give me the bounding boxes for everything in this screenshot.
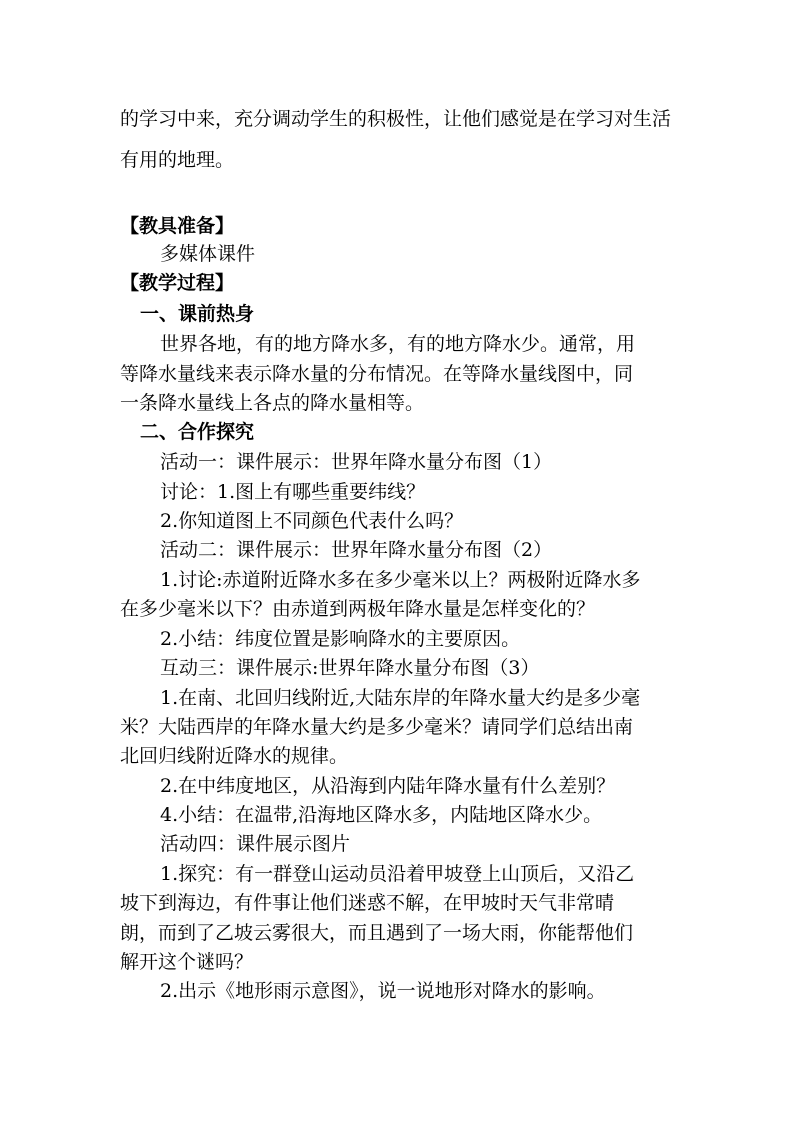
paragraph-line: 活动四：课件展示图片 xyxy=(160,833,351,855)
paragraph-line: 世界各地，有的地方降水多，有的地方降水少。通常，用 xyxy=(160,333,636,355)
subsection-title: 一、课前热身 xyxy=(140,303,255,325)
paragraph-line: 2.出示《地形雨示意图》，说一说地形对降水的影响。 xyxy=(160,980,606,1002)
paragraph-line: 1.讨论:赤道附近降水多在多少毫米以上？两极附近降水多 xyxy=(160,569,641,591)
paragraph-line: 讨论：1.图上有哪些重要纬线？ xyxy=(160,481,426,503)
paragraph-line: 1.探究：有一群登山运动员沿着甲坡登上山顶后，又沿乙 xyxy=(160,863,635,885)
paragraph-line: 2.在中纬度地区，从沿海到内陆年降水量有什么差别？ xyxy=(160,775,616,797)
paragraph-line: 4.小结：在温带,沿海地区降水多，内陆地区降水少。 xyxy=(160,804,603,826)
paragraph-line: 1.在南、北回归线附近,大陆东岸的年降水量大约是多少毫 xyxy=(160,687,641,709)
paragraph-line: 朗，而到了乙坡云雾很大，而且遇到了一场大雨，你能帮他们 xyxy=(120,922,634,944)
paragraph-line: 一条降水量线上各点的降水量相等。 xyxy=(120,392,425,414)
paragraph-line: 米？大陆西岸的年降水量大约是多少毫米？请同学们总结出南 xyxy=(120,716,634,738)
paragraph-line: 的学习中来，充分调动学生的积极性，让他们感觉是在学习对生活 xyxy=(120,108,672,130)
paragraph-line: 等降水量线来表示降水量的分布情况。在等降水量线图中，同 xyxy=(120,363,634,385)
paragraph-line: 互动三：课件展示:世界年降水量分布图（3） xyxy=(160,657,540,679)
paragraph-line: 北回归线附近降水的规律。 xyxy=(120,745,349,767)
paragraph-line: 活动一：课件展示：世界年降水量分布图（1） xyxy=(160,451,553,473)
section-heading-tools: 【教具准备】 xyxy=(120,215,235,237)
list-item: 多媒体课件 xyxy=(160,243,256,265)
section-heading-process: 【教学过程】 xyxy=(120,272,235,294)
subsection-title: 二、合作探究 xyxy=(140,421,255,443)
paragraph-line: 解开这个谜吗？ xyxy=(120,951,254,973)
paragraph-line: 坡下到海边，有件事让他们迷惑不解，在甲坡时天气非常晴 xyxy=(120,892,615,914)
paragraph-line: 2.小结：纬度位置是影响降水的主要原因。 xyxy=(160,628,521,650)
paragraph-line: 2.你知道图上不同颜色代表什么吗？ xyxy=(160,510,464,532)
paragraph-line: 有用的地理。 xyxy=(120,149,235,171)
paragraph-line: 活动二：课件展示：世界年降水量分布图（2） xyxy=(160,539,553,561)
paragraph-line: 在多少毫米以下？由赤道到两极年降水量是怎样变化的？ xyxy=(120,598,596,620)
